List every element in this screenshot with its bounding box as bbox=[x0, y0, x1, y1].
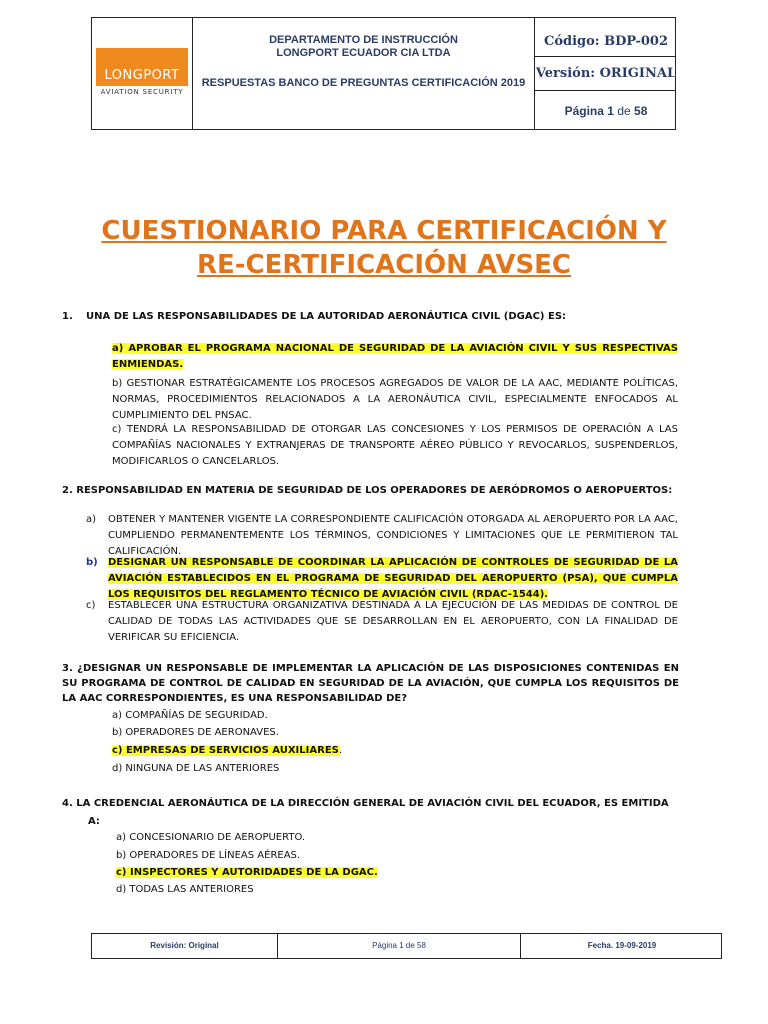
question-3: 3. ¿DESIGNAR UN RESPONSABLE DE IMPLEMENTAR LA APLICACIÓN DE LAS DISPOSICIONES CONTENIDAS EN SU PROGRAMA DE CONTROL DE CALIDAD EN SEGURIDAD DE LA AVIACIÓN, QUE CUMPLA LOS REQUISITOS DE LA AAC CORRESPONDIENTES, ES UNA RESPONSABILIDAD DE? bbox=[62, 663, 679, 704]
footer-page: Página 1 de 58 bbox=[372, 941, 426, 950]
question-1-number: 1. bbox=[62, 311, 73, 322]
q4-option-c bbox=[116, 865, 378, 881]
question-4-cont: A: bbox=[88, 816, 100, 827]
q3-option-c bbox=[112, 743, 342, 759]
q2-option-b-label: b) bbox=[86, 557, 98, 568]
logo-wordmark: LONGPORT bbox=[96, 48, 188, 86]
document-header bbox=[91, 17, 676, 130]
q4-option-d: d) TODAS LAS ANTERIORES bbox=[116, 884, 254, 895]
page-number: 1 bbox=[607, 104, 614, 118]
question-2: 2. RESPONSABILIDAD EN MATERIA DE SEGURIDAD DE LOS OPERADORES DE AERÓDROMOS O AEROPUERTOS: bbox=[62, 485, 673, 496]
page-indicator bbox=[535, 104, 677, 118]
q4-option-a: a) CONCESIONARIO DE AEROPUERTO. bbox=[116, 832, 306, 843]
q3-option-a: a) COMPAÑÍAS DE SEGURIDAD. bbox=[112, 710, 268, 721]
q3-option-d: d) NINGUNA DE LAS ANTERIORES bbox=[112, 763, 280, 774]
q2-option-a-label: a) bbox=[86, 514, 97, 525]
company-name: LONGPORT ECUADOR CIA LTDA bbox=[276, 47, 451, 59]
q3-option-c-tail: . bbox=[338, 745, 343, 756]
document-footer bbox=[91, 933, 722, 959]
page-total: 58 bbox=[634, 104, 648, 118]
footer-date: Fecha. 19-09-2019 bbox=[587, 941, 657, 950]
q3-option-b: b) OPERADORES DE AERONAVES. bbox=[112, 727, 279, 738]
q4-option-c-text: c) INSPECTORES Y AUTORIDADES DE LA DGAC. bbox=[116, 867, 378, 878]
company-logo bbox=[96, 48, 188, 100]
q1-option-a-text: a) APROBAR EL PROGRAMA NACIONAL DE SEGURIDAD DE LA AVIACIÓN CIVIL Y SUS RESPECTIVAS ENMIENDAS. bbox=[112, 343, 678, 370]
q2-option-c-label: c) bbox=[86, 600, 96, 611]
q1-option-c: c) TENDRÁ LA RESPONSABILIDAD DE OTORGAR LAS CONCESIONES Y LOS PERMISOS DE OPERACIÓN A LAS COMPAÑÍAS NACIONALES Y EXTRANJERAS DE TRANSPORTE AÉREO PÚBLICO Y REVOCARLOS, SUSPENDERLOS, MODIFICARLOS O CANCELARLOS. bbox=[112, 424, 678, 467]
q3-option-c-text: c) EMPRESAS DE SERVICIOS AUXILIARES bbox=[112, 745, 339, 756]
title-line-1: CUESTIONARIO PARA CERTIFICACIÓN Y bbox=[101, 216, 667, 246]
page-title bbox=[60, 214, 708, 282]
question-4: 4. LA CREDENCIAL AERONÁUTICA DE LA DIRECCIÓN GENERAL DE AVIACIÓN CIVIL DEL ECUADOR, ES EMITIDA bbox=[62, 798, 669, 809]
q2-option-c: ESTABLECER UNA ESTRUCTURA ORGANIZATIVA DESTINADA A LA EJECUCIÓN DE LAS MEDIDAS DE CONTROL DE CALIDAD DE TODAS LAS ACTIVIDADES QUE SE DESARROLLAN EN EL AEROPUERTO, CON LA FINALIDAD DE VERIFICAR SU EFICIENCIA. bbox=[108, 600, 678, 643]
logo-tagline: AVIATION SECURITY bbox=[100, 88, 184, 96]
document-version: Versión: ORIGINAL bbox=[535, 66, 677, 81]
document-subject: RESPUESTAS BANCO DE PREGUNTAS CERTIFICACIÓN 2019 bbox=[201, 77, 526, 89]
question-1 bbox=[62, 309, 679, 324]
title-line-2: RE-CERTIFICACIÓN AVSEC bbox=[196, 250, 572, 280]
footer-revision: Revisión: Original bbox=[150, 941, 219, 950]
q2-option-b bbox=[108, 555, 678, 603]
question-1-text: UNA DE LAS RESPONSABILIDADES DE LA AUTORIDAD AERONÁUTICA CIVIL (DGAC) ES: bbox=[86, 311, 567, 322]
q4-option-b: b) OPERADORES DE LÍNEAS AÉREAS. bbox=[116, 850, 301, 861]
page-word: Página bbox=[564, 104, 604, 118]
department-name: DEPARTAMENTO DE INSTRUCCIÓN bbox=[269, 34, 458, 46]
q2-option-b-text: DESIGNAR UN RESPONSABLE DE COORDINAR LA APLICACIÓN DE CONTROLES DE SEGURIDAD DE LA AVIACIÓN ESTABLECIDOS EN EL PROGRAMA DE SEGURIDAD DEL AEROPUERTO (PSA), QUE CUMPLA LOS REQUISITOS DEL REGLAMENTO TÉCNICO DE AVIACIÓN CIVIL (RDAC-1544). bbox=[108, 557, 678, 600]
q1-option-a bbox=[112, 341, 678, 373]
header-center bbox=[193, 34, 534, 90]
document-code: Código: BDP-002 bbox=[544, 34, 668, 49]
q1-option-b: b) GESTIONAR ESTRATÉGICAMENTE LOS PROCESOS AGREGADOS DE VALOR DE LA AAC, MEDIANTE POLÍTICAS, NORMAS, PROCEDIMIENTOS RELACIONADOS A LA AERONÁUTICA CIVIL, ESPECIALMENTE ENFOCADOS AL CUMPLIMIENTO DEL PNSAC. bbox=[112, 378, 678, 421]
q2-option-a: OBTENER Y MANTENER VIGENTE LA CORRESPONDIENTE CALIFICACIÓN OTORGADA AL AEROPUERTO POR LA AAC, CUMPLIENDO PERMANENTEMENTE LOS TÉRMINOS, CONDICIONES Y LIMITACIONES QUE LE PERMITIERON TAL CALIFICACIÓN. bbox=[108, 514, 678, 557]
page-of: de bbox=[617, 104, 631, 118]
